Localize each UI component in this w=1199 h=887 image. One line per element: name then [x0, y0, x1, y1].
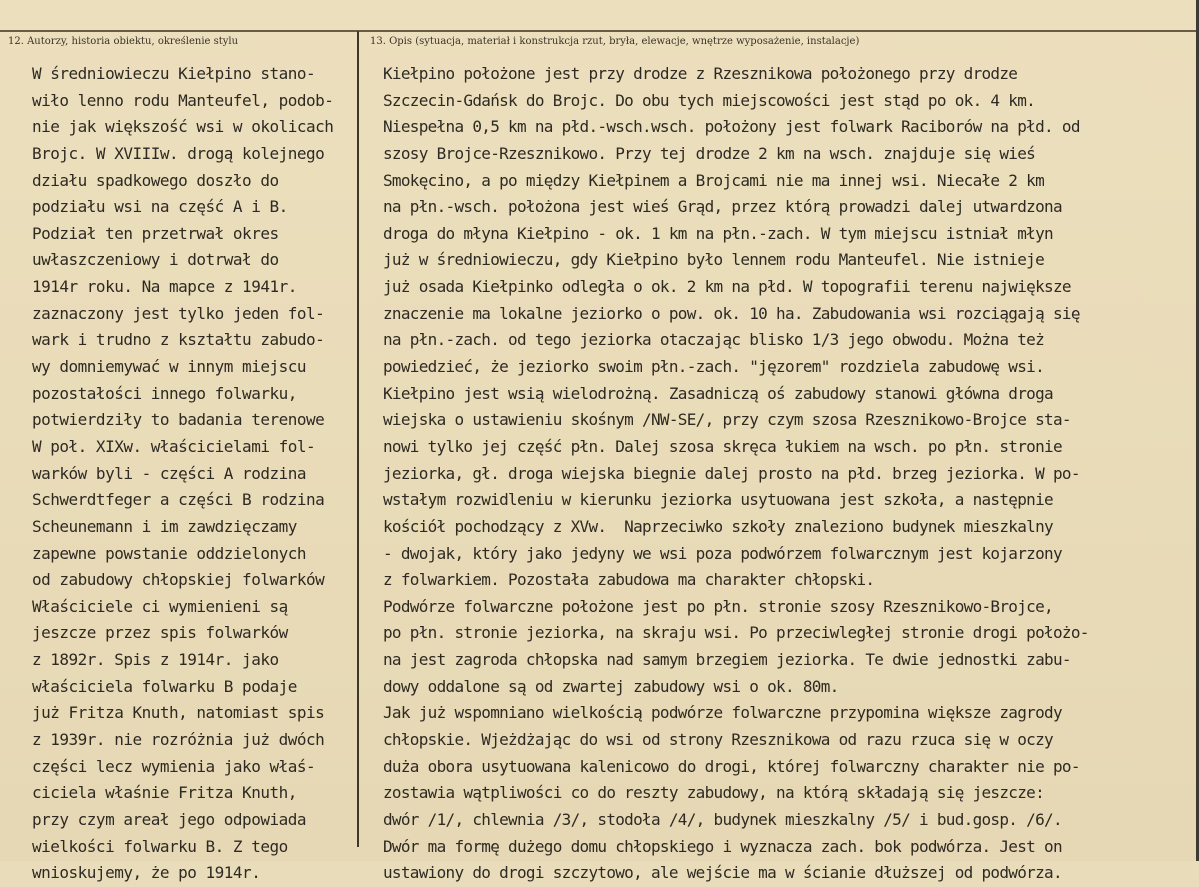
text-line: Jak już wspomniano wielkością podwórze folwarczne przypomina większe zagrody	[383, 703, 1062, 723]
text-line: ustawiony do drogi szczytowo, ale wejście ma w ścianie dłuższej od podwórza.	[383, 863, 1062, 883]
text-line: znaczenie ma lokalne jeziorko o pow. ok. 10 ha. Zabudowania wsi rozciągają się	[383, 303, 1080, 323]
text-line: z 1939r. nie rozróżnia już dwóch	[32, 730, 325, 750]
text-line: droga do młyna Kiełpino - ok. 1 km na płn.-zach. W tym miejscu istniał młyn	[383, 223, 1053, 243]
text-line: części lecz wymienia jako właś-	[32, 756, 316, 776]
text-line: wiejska o ustawieniu skośnym /NW-SE/, przy czym szosa Rzesznikowo-Brojce sta-	[383, 410, 1071, 430]
text-line: działu spadkowego doszło do	[32, 170, 279, 190]
text-line: na jest zagroda chłopska nad samym brzegiem jeziorka. Te dwie jednostki zabu-	[383, 650, 1071, 670]
text-line: powiedzieć, że jeziorko swoim płn.-zach. "jęzorem" rozdziela zabudowę wsi.	[383, 357, 1045, 377]
text-line: Szczecin-Gdańsk do Brojc. Do obu tych miejscowości jest stąd po ok. 4 km.	[383, 90, 1036, 110]
text-line: podziału wsi na część A i B.	[32, 197, 288, 217]
text-line: wy domniemywać w innym miejscu	[32, 357, 306, 377]
text-line: kościół pochodzący z XVw. Naprzeciwko szkoły znaleziono budynek mieszkalny	[383, 516, 1053, 536]
top-rule	[0, 30, 1199, 32]
text-line: z folwarkiem. Pozostała zabudowa ma charakter chłopski.	[383, 570, 875, 590]
text-line: nie jak większość wsi w okolicach	[32, 117, 334, 137]
text-line: szosy Brojce-Rzesznikowo. Przy tej drodze 2 km na wsch. znajduje się wieś	[383, 143, 1036, 163]
text-line: na płn.-wsch. położona jest wieś Grąd, przez którą prowadzi dalej utwardzona	[383, 197, 1062, 217]
text-line: Schwerdtfeger a części B rodzina	[32, 490, 325, 510]
text-line: chłopskie. Wjeżdżając do wsi od strony Rzesznikowa od razu rzuca się w oczy	[383, 730, 1053, 750]
text-line: warków byli - części A rodzina	[32, 463, 306, 483]
description-text-column	[383, 61, 1089, 887]
text-line: dowy oddalone są od zwartej zabudowy wsi o ok. 80m.	[383, 676, 839, 696]
text-line: Niespełna 0,5 km na płd.-wsch.wsch. położony jest folwark Raciborów na płd. od	[383, 117, 1080, 137]
text-line: potwierdziły to badania terenowe	[32, 410, 325, 430]
section-12-header: 12. Autorzy, historia obiektu, określenie stylu	[8, 36, 239, 47]
text-line: Podział ten przetrwał okres	[32, 223, 279, 243]
text-line: Podwórze folwarczne położone jest po płn. stronie szosy Rzesznikowo-Brojce,	[383, 596, 1053, 616]
text-line: Scheunemann i im zawdzięczamy	[32, 516, 297, 536]
text-line: na płn.-zach. od tego jeziorka otaczając blisko 1/3 jego obwodu. Można też	[383, 330, 1045, 350]
text-line: pozostałości innego folwarku,	[32, 383, 297, 403]
text-line: wstałym rozwidleniu w kierunku jeziorka usytuowana jest szkoła, a następnie	[383, 490, 1053, 510]
column-divider	[357, 31, 359, 847]
text-line: jeszcze przez spis folwarków	[32, 623, 288, 643]
text-line: wielkości folwarku B. Z tego	[32, 836, 288, 856]
text-line: już Fritza Knuth, natomiast spis	[32, 703, 325, 723]
text-line: jeziorka, gł. droga wiejska biegnie dalej prosto na płd. brzeg jeziorka. W po-	[383, 463, 1080, 483]
text-line: Właściciele ci wymienieni są	[32, 596, 288, 616]
text-line: Brojc. W XVIIIw. drogą kolejnego	[32, 143, 325, 163]
text-line: wnioskujemy, że po 1914r.	[32, 863, 261, 883]
section-13-header: 13. Opis (sytuacja, materiał i konstrukcja rzut, bryła, elewacje, wnętrze wyposażenie, instalacje)	[370, 36, 860, 47]
text-line: już w średniowieczu, gdy Kiełpino było lennem rodu Manteufel. Nie istnieje	[383, 250, 1045, 270]
text-line: przy czym areał jego odpowiada	[32, 809, 306, 829]
text-line: zapewne powstanie oddzielonych	[32, 543, 306, 563]
text-line: z 1892r. Spis z 1914r. jako	[32, 650, 279, 670]
text-line: Smokęcino, a po między Kiełpinem a Brojcami nie ma innej wsi. Niecałe 2 km	[383, 170, 1045, 190]
text-line: zostawia wątpliwości co do reszty zabudowy, na którą składają się jeszcze:	[383, 783, 1045, 803]
text-line: ciciela właśnie Fritza Knuth,	[32, 783, 297, 803]
text-line: nowi tylko jej część płn. Dalej szosa skręca łukiem na wsch. po płn. stronie	[383, 436, 1062, 456]
text-line: Kiełpino położone jest przy drodze z Rzesznikowa położonego przy drodze	[383, 64, 1018, 83]
text-line: już osada Kiełpinko odległa o ok. 2 km na płd. W topografii terenu największe	[383, 277, 1071, 297]
text-line: W średniowieczu Kiełpino stano-	[32, 64, 316, 83]
text-line: od zabudowy chłopskiej folwarków	[32, 570, 325, 590]
text-line: 1914r roku. Na mapce z 1941r.	[32, 277, 297, 297]
text-line: W poł. XIXw. właścicielami fol-	[32, 436, 316, 456]
text-line: zaznaczony jest tylko jeden fol-	[32, 303, 325, 323]
text-line: dwór /1/, chlewnia /3/, stodoła /4/, budynek mieszkalny /5/ i bud.gosp. /6/.	[383, 809, 1062, 829]
text-line: duża obora usytuowana kalenicowo do drogi, której folwarczny charakter nie po-	[383, 756, 1080, 776]
history-text-column	[32, 61, 333, 887]
text-line: Dwór ma formę dużego domu chłopskiego i wyznacza zach. bok podwórza. Jest on	[383, 836, 1062, 856]
text-line: - dwojak, który jako jedyny we wsi poza podwórzem folwarcznym jest kojarzony	[383, 543, 1062, 563]
text-line: Kiełpino jest wsią wielodrożną. Zasadniczą oś zabudowy stanowi główna droga	[383, 383, 1053, 403]
text-line: po płn. stronie jeziorka, na skraju wsi. Po przeciwległej stronie drogi położo-	[383, 623, 1089, 643]
text-line: wiło lenno rodu Manteufel, podob-	[32, 90, 334, 110]
text-line: wark i trudno z kształtu zabudo-	[32, 330, 325, 350]
text-line: uwłaszczeniowy i dotrwał do	[32, 250, 279, 270]
text-line: właściciela folwarku B podaje	[32, 676, 297, 696]
